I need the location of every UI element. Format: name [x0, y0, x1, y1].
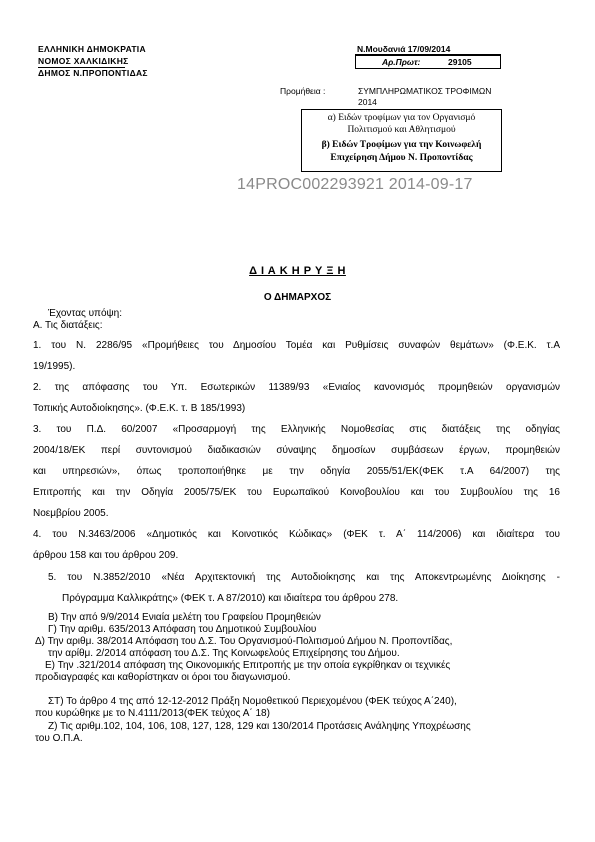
ref-e-line-1: Ε) Την .321/2014 απόφαση της Οικονομικής Επιτροπής με την οποία εγκρίθηκαν οι τεχνικές: [45, 660, 451, 671]
intro-provisions: Α. Τις διατάξεις:: [33, 320, 103, 331]
ref-st-line-2: που κυρώθηκε με το Ν.4111/2013(ΦΕΚ τεύχος Α΄ 18): [35, 708, 270, 719]
header-line-2: ΝΟΜΟΣ ΧΑΛΚΙΔΙΚΗΣ: [38, 56, 129, 66]
header-underline: [38, 67, 125, 68]
item-5-line-2: Πρόγραμμα Καλλικράτης» (ΦΕΚ τ. Α 87/2010) και ιδιαίτερα του άρθρου 278.: [62, 593, 399, 604]
item-3-line-1: 3. του Π.Δ. 60/2007 «Προσαρμογή της Ελληνικής Νομοθεσίας στις διατάξεις της οδηγίας: [33, 424, 560, 435]
ref-z-line-2: του Ο.Π.Α.: [35, 733, 83, 744]
item-4-line-2: άρθρου 158 και του άρθρου 209.: [33, 550, 179, 561]
subject-line-1: ΣΥΜΠΛΗΡΩΜΑΤΙΚΟΣ ΤΡΟΦΙΜΩΝ: [358, 86, 492, 96]
intro-considering: Έχοντας υπόψη:: [48, 308, 122, 319]
ref-g: Γ) Την αριθμ. 635/2013 Απόφαση του Δημοτικού Συμβουλίου: [48, 624, 317, 635]
item-3-line-3: και υπηρεσιών», όπως τροποποιήθηκε με την οδηγία 2055/51/ΕΚ(ΦΕΚ τ.Α 64/2007) της: [33, 466, 560, 477]
item-2-line-2: Τοπικής Αυτοδιοίκησης». (Φ.Ε.Κ. τ. Β 185/1993): [33, 403, 246, 414]
protocol-box: [355, 55, 501, 69]
subject-line-2: 2014: [358, 97, 377, 107]
item-4-line-1: 4. του Ν.3463/2006 «Δημοτικός και Κοινοτικός Κώδικας» (ΦΕΚ τ. Α΄ 114/2006) και ιδιαίτερα του: [33, 529, 560, 540]
ref-e-line-2: προδιαγραφές και καθορίστηκαν οι όροι του διαγωνισμού.: [35, 672, 291, 683]
ref-b: Β) Την από 9/9/2014 Ενιαία μελέτη του Γραφείου Προμηθειών: [48, 612, 321, 623]
ref-st-line-1: ΣΤ) Το άρθρο 4 της από 12-12-2012 Πράξη Νομοθετικού Περιεχομένου (ΦΕΚ τεύχος Α΄240),: [48, 696, 457, 707]
box-b-line-1: β) Ειδών Τροφίμων για την Κοινωφελή: [321, 140, 482, 150]
ref-z-line-1: Ζ) Τις αριθμ.102, 104, 106, 108, 127, 128, 129 και 130/2014 Προτάσεις Ανάληψης Υποχρέωσης: [48, 721, 471, 732]
document-subtitle: Ο ΔΗΜΑΡΧΟΣ: [263, 292, 332, 303]
protocol-number: 29105: [448, 57, 472, 67]
item-1-line-2: 19/1995).: [33, 361, 76, 372]
item-3-line-2: 2004/18/ΕΚ περί συντονισμού διαδικασιών σύναψης δημοσίων συμβάσεων έργων, προμηθειών: [33, 445, 560, 456]
ref-d-line-2: την αρίθμ. 2/2014 απόφαση του Δ.Σ. Της Κοινωφελούς Επιχείρησης του Δήμου.: [48, 648, 400, 659]
header-line-1: ΕΛΛΗΝΙΚΗ ΔΗΜΟΚΡΑΤΙΑ: [38, 44, 146, 54]
box-a-line-1: α) Ειδών τροφίμων για τον Οργανισμό: [327, 113, 476, 123]
box-a-line-2: Πολιτισμού και Αθλητισμού: [347, 125, 456, 135]
box-b-line-2: Επιχείρηση Δήμου Ν. Προποντίδας: [330, 153, 473, 163]
protocol-label: Αρ.Πρωτ:: [382, 57, 421, 67]
diavgeia-stamp: 14PROC002293921 2014-09-17: [237, 176, 473, 193]
document-title: Δ Ι Α Κ Η Ρ Υ Ξ Η: [249, 265, 346, 277]
item-3-line-4: Επιτροπής και την Οδηγία 2005/75/ΕΚ του Ευρωπαϊκού Κοινοβουλίου και του Συμβουλίου της 16: [33, 487, 560, 498]
header-line-3: ΔΗΜΟΣ Ν.ΠΡΟΠΟΝΤΙΔΑΣ: [38, 68, 148, 78]
subject-label: Προμήθεια :: [280, 86, 326, 96]
ref-d-line-1: Δ) Την αριθμ. 38/2014 Απόφαση του Δ.Σ. Του Οργανισμού-Πολιτισμού Δήμου Ν. Προποντίδας,: [35, 636, 453, 647]
item-3-line-5: Νοεμβρίου 2005.: [33, 508, 109, 519]
item-2-line-1: 2. της απόφασης του Υπ. Εσωτερικών 11389/93 «Ενιαίος κανονισμός προμηθειών οργανισμών: [33, 382, 560, 393]
item-1-line-1: 1. του Ν. 2286/95 «Προμήθειες του Δημοσίου Τομέα και Ρυθμίσεις συναφών θεμάτων» (Φ.Ε.Κ. τ.Α: [33, 340, 560, 351]
date: Ν.Μουδανιά 17/09/2014: [357, 44, 451, 54]
item-5-line-1: 5. του Ν.3852/2010 «Νέα Αρχιτεκτονική της Αυτοδιοίκησης και της Αποκεντρωμένης Διοίκησης -: [48, 572, 560, 583]
